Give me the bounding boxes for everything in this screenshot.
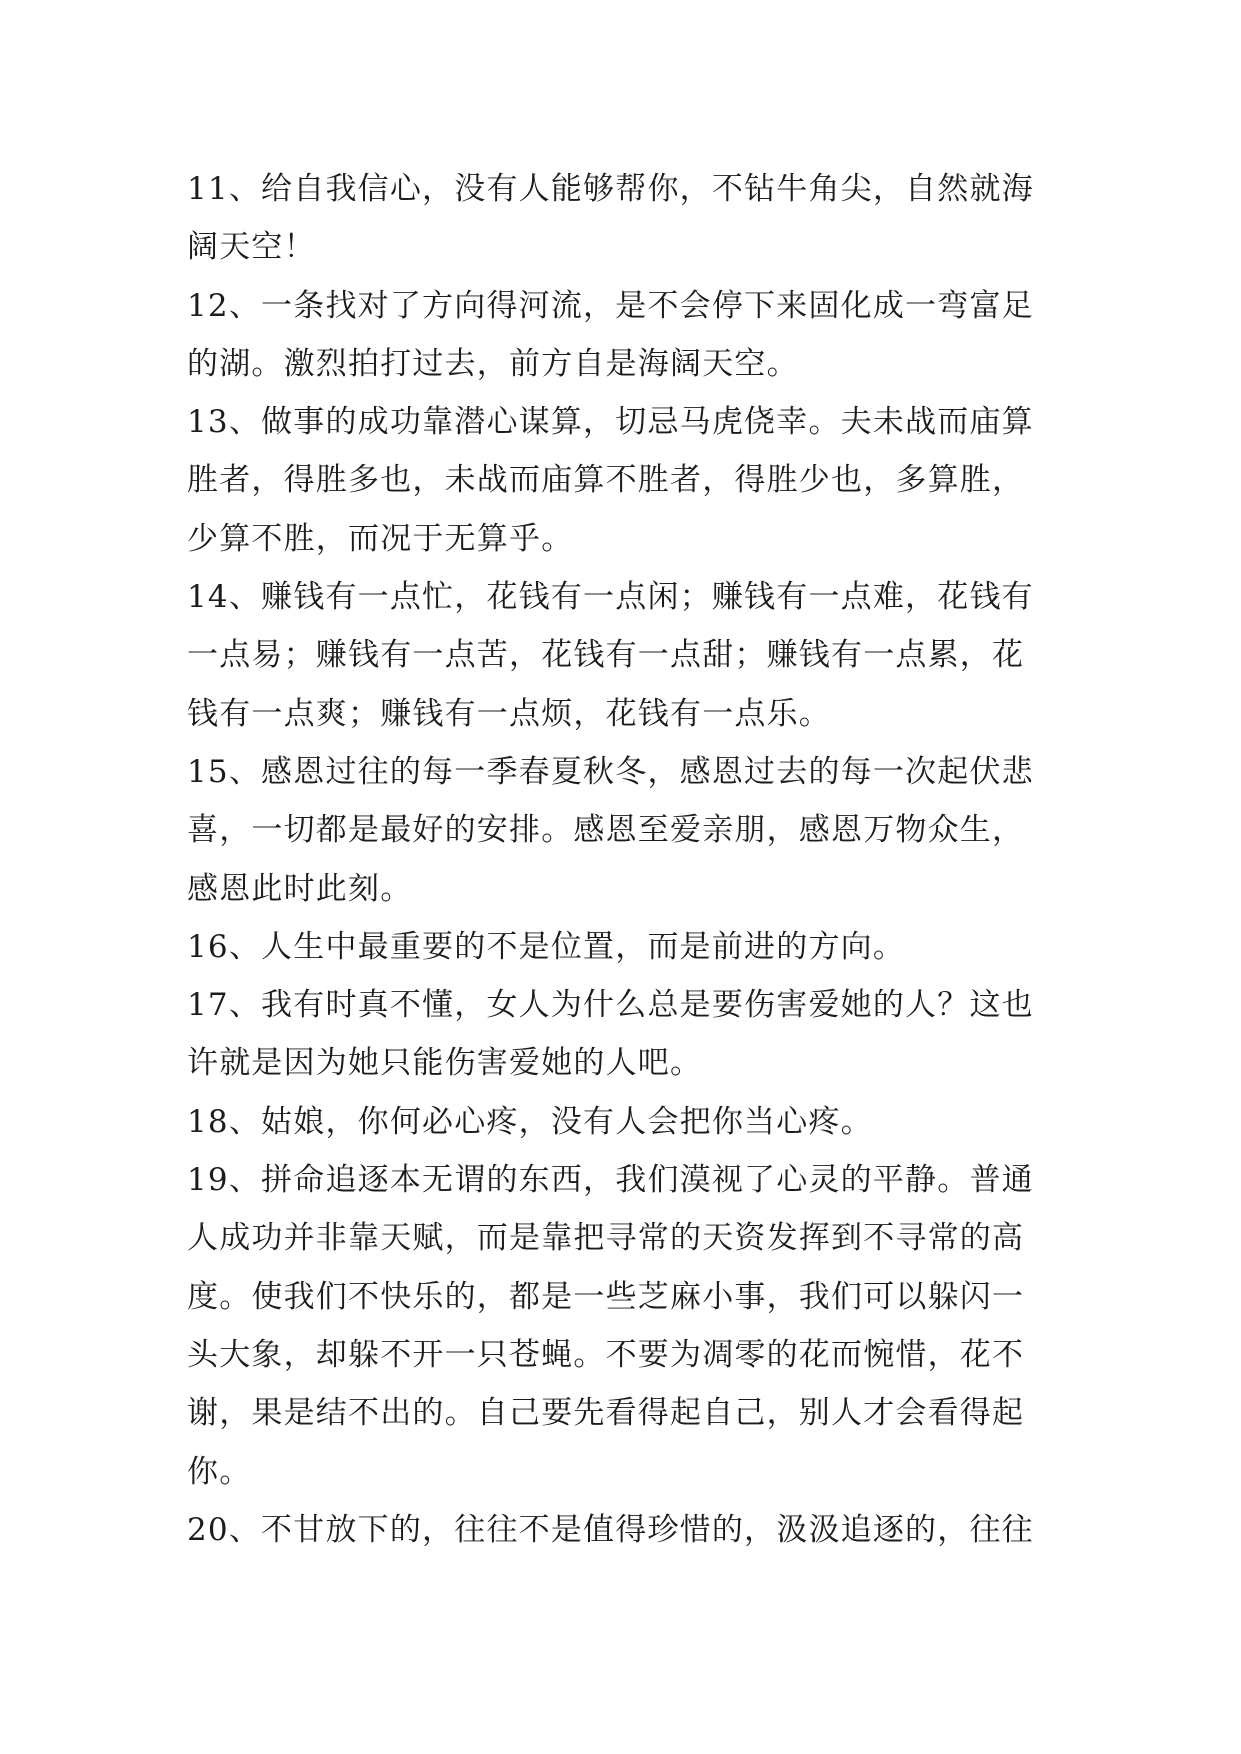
text-line: 度。使我们不快乐的，都是一些芝麻小事，我们可以躲闪一 <box>187 1278 1025 1315</box>
text-line: 人成功并非靠天赋，而是靠把寻常的天资发挥到不寻常的高 <box>187 1220 1025 1257</box>
document-body <box>187 160 1067 1559</box>
text-line: 一点易；赚钱有一点苦，花钱有一点甜；赚钱有一点累，花 <box>187 637 1025 674</box>
text-line: 13、做事的成功靠潜心谋算，切忌马虎侥幸。夫未战而庙算 <box>187 404 1034 441</box>
text-line: 20、不甘放下的，往往不是值得珍惜的，汲汲追逐的，往往 <box>187 1511 1034 1548</box>
text-line: 的湖。激烈拍打过去，前方自是海阔天空。 <box>187 345 799 382</box>
text-line: 阔天空！ <box>187 229 316 266</box>
text-line: 19、拼命追逐本无谓的东西，我们漠视了心灵的平静。普通 <box>187 1162 1034 1199</box>
text-line: 12、一条找对了方向得河流，是不会停下来固化成一弯富足 <box>187 287 1034 324</box>
text-line: 谢，果是结不出的。自己要先看得起自己，别人才会看得起 <box>187 1395 1025 1432</box>
text-line: 11、给自我信心，没有人能够帮你，不钻牛角尖，自然就海 <box>187 171 1034 207</box>
text-line: 头大象，却躲不开一只苍蝇。不要为凋零的花而惋惜，花不 <box>187 1336 1025 1373</box>
text-line: 喜，一切都是最好的安排。感恩至爱亲朋，感恩万物众生， <box>187 812 1025 849</box>
text-line: 感恩此时此刻。 <box>187 870 413 907</box>
text-line: 少算不胜，而况于无算乎。 <box>187 520 574 557</box>
text-line: 许就是因为她只能伤害爱她的人吧。 <box>187 1045 703 1082</box>
text-line: 18、姑娘，你何必心疼，没有人会把你当心疼。 <box>187 1103 873 1140</box>
text-line: 17、我有时真不懂，女人为什么总是要伤害爱她的人？这也 <box>187 987 1034 1024</box>
text-line: 钱有一点爽；赚钱有一点烦，花钱有一点乐。 <box>187 695 831 732</box>
text-line: 16、人生中最重要的不是位置，而是前进的方向。 <box>187 928 906 965</box>
text-line: 15、感恩过往的每一季春夏秋冬，感恩过去的每一次起伏悲 <box>187 753 1034 790</box>
text-line: 胜者，得胜多也，未战而庙算不胜者，得胜少也，多算胜， <box>187 462 1025 499</box>
text-line: 你。 <box>187 1453 252 1490</box>
text-line: 14、赚钱有一点忙，花钱有一点闲；赚钱有一点难，花钱有 <box>187 579 1034 616</box>
